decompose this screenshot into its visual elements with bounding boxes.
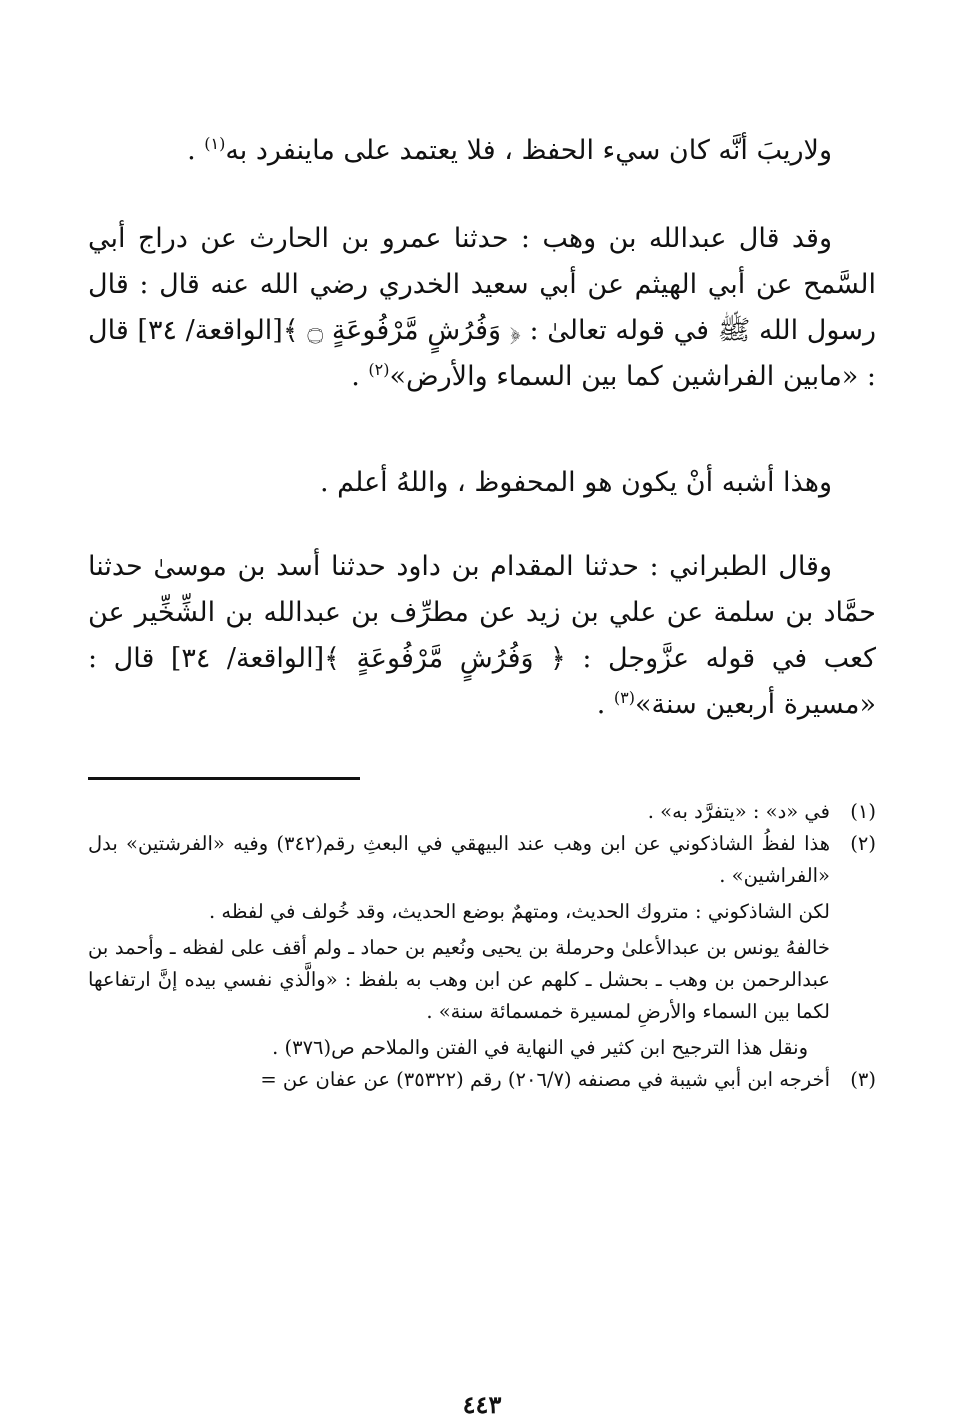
footnote-text: هذا لفظُ الشاذكوني عن ابن وهب عند البيهقي في البعثِ رقم(٣٤٢) وفيه «الفرشتين» بدل «الفراشين» . [88, 832, 831, 887]
paragraph-3 [88, 460, 832, 506]
footnote-ref-2[interactable]: (٢) [368, 360, 390, 379]
footnote-number: (٣) [850, 1068, 876, 1091]
footnote-divider [88, 777, 360, 780]
footnote-2 [88, 828, 876, 892]
footnote-ref-1[interactable]: (١) [204, 134, 226, 153]
footnote-3 [88, 1064, 876, 1096]
footnote-number: (١) [850, 800, 876, 823]
paragraph-1-text: ولاريبَ أنَّه كان سيء الحفظ ، فلا يعتمد على ماينفرد به [225, 135, 832, 166]
footnote-2-continuation-2: خالفهُ يونس بن عبدالأعلىٰ وحرملة بن يحيى ونُعيم بن حماد ـ ولم أقف على لفظه ـ وأحمد بن عبدالرحمن بن وهب ـ بحشل ـ كلهم عن ابن وهب به بلفظ : «والَّذي نفسي بيده إنَّ ارتفاعها لكما بين السماء والأرضِ لمسيرة خمسمائة سنة» . [88, 936, 830, 1023]
footnote-text: أخرجه ابن أبي شيبة في مصنفه (٢٠٦/٧) رقم (٣٥٣٢٢) عن عفان عن = [260, 1068, 830, 1091]
footnote-2-continuation-3: ونقل هذا الترجيح ابن كثير في النهاية في الفتن والملاحم ص(٣٧٦) . [272, 1036, 808, 1059]
footnotes [88, 796, 876, 1096]
paragraph-1 [88, 128, 832, 174]
paragraph-2-text: وقد قال عبدالله بن وهب : حدثنا عمرو بن الحارث عن دراج أبي السَّمح عن أبي الهيثم عن أبي سعيد الخدري رضي الله عنه قال : قال رسول الله ﷺ في قوله تعالىٰ : ﴿ وَفُرُشٍ مَّرْفُوعَةٍ ۝ ﴾[الواقعة/ ٣٤] قال : «مابين الفراشين كما بين السماء والأرض» [88, 223, 877, 392]
paragraph-3-text: وهذا أشبه أنْ يكون هو المحفوظ ، واللهُ أعلم . [320, 467, 832, 498]
paragraph-4-end: . [596, 689, 614, 720]
paragraph-2-end: . [351, 361, 369, 392]
footnote-text: في «د» : «يتفرَّد به» . [647, 800, 830, 823]
footnote-1 [88, 796, 876, 828]
footnote-2-continuation-1: لكن الشاذكوني : متروك الحديث، ومتهمٌ بوضع الحديث، وقد خُولف في لفظه . [208, 900, 830, 923]
paragraph-2 [88, 216, 876, 400]
paragraph-1-end: . [187, 135, 205, 166]
paragraph-4 [88, 544, 876, 728]
footnote-number: (٢) [850, 832, 876, 855]
page-number: ٤٤٣ [462, 1390, 502, 1419]
paragraph-4-text: وقال الطبراني : حدثنا المقدام بن داود حدثنا أسد بن موسىٰ حدثنا حمَّاد بن سلمة عن علي بن زيد عن مطرِّف بن عبدالله بن الشِّخِّير عن كعب في قوله عزَّوجل : ﴿ وَفُرُشٍ مَّرْفُوعَةٍ ﴾[الواقعة/ ٣٤] قال : «مسيرة أربعين سنة» [88, 551, 877, 720]
footnote-ref-3[interactable]: (٣) [613, 688, 636, 707]
